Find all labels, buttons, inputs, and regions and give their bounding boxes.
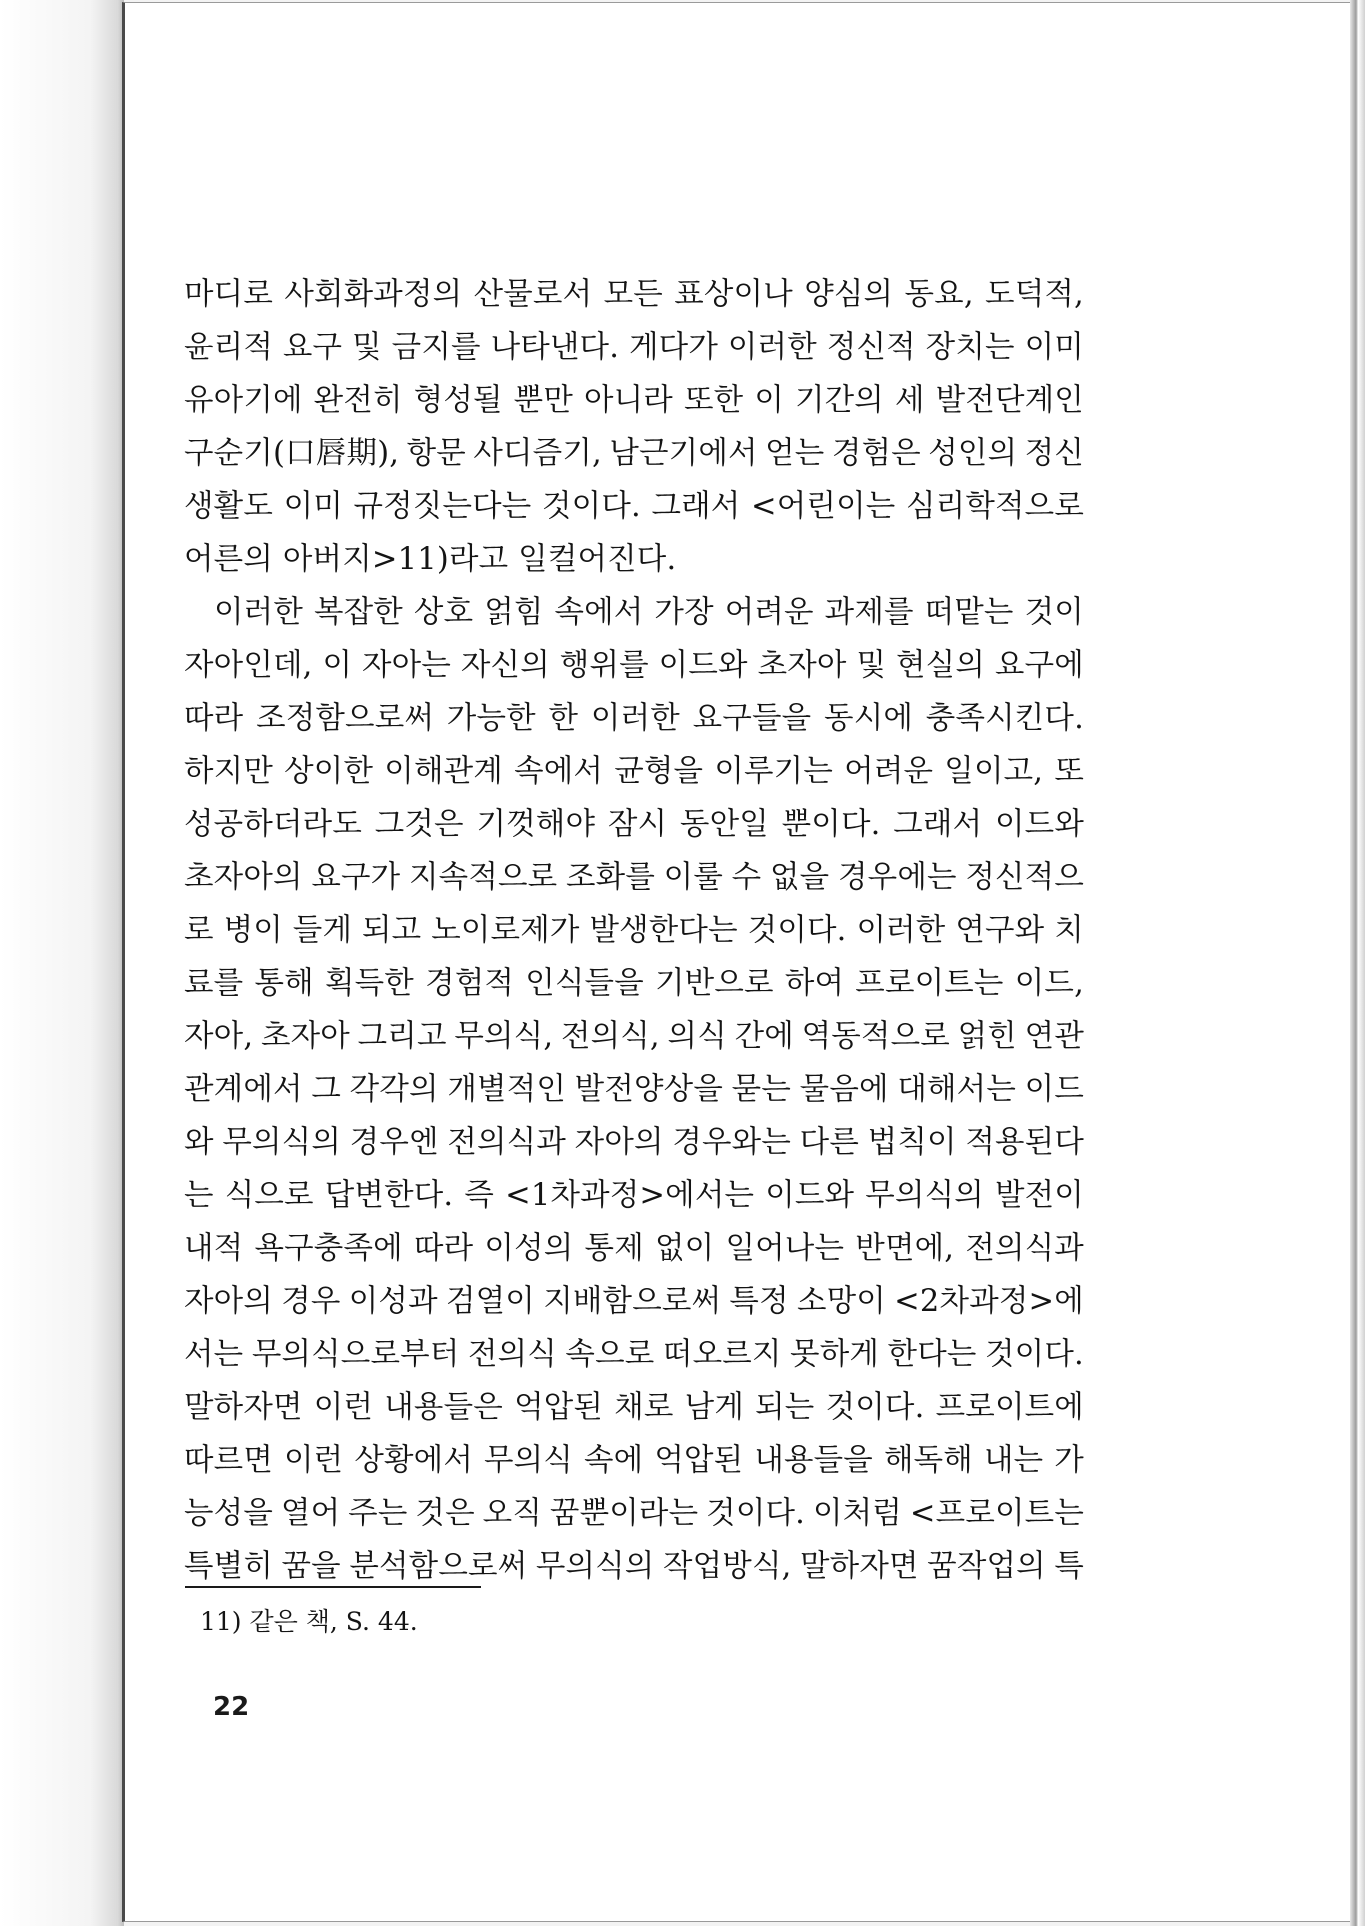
text-line: 생활도 이미 규정짓는다는 것이다. 그래서 <어린이는 심리학적으로 — [184, 489, 1084, 524]
text-line: 성공하더라도 그것은 기껏해야 잠시 동안일 뿐이다. 그래서 이드와 — [184, 807, 1084, 842]
footnote: 11) 같은 책, S. 44. — [200, 1607, 418, 1636]
text-line: 료를 통해 획득한 경험적 인식들을 기반으로 하여 프로이트는 이드, — [184, 966, 1084, 1001]
text-line: 능성을 열어 주는 것은 오직 꿈뿐이라는 것이다. 이처럼 <프로이트는 — [184, 1496, 1084, 1531]
text-line: 와 무의식의 경우엔 전의식과 자아의 경우와는 다른 법칙이 적용된다 — [184, 1125, 1084, 1160]
text-line: 서는 무의식으로부터 전의식 속으로 떠오르지 못하게 한다는 것이다. — [184, 1337, 1084, 1372]
text-line: 관계에서 그 각각의 개별적인 발전양상을 묻는 물음에 대해서는 이드 — [184, 1072, 1084, 1107]
text-line: 마디로 사회화과정의 산물로서 모든 표상이나 양심의 동요, 도덕적, — [184, 277, 1084, 312]
text-line: 초자아의 요구가 지속적으로 조화를 이룰 수 없을 경우에는 정신적으 — [184, 860, 1084, 895]
text-line: 는 식으로 답변한다. 즉 <1차과정>에서는 이드와 무의식의 발전이 — [184, 1178, 1084, 1213]
footnote-divider — [185, 1586, 481, 1588]
text-line: 자아의 경우 이성과 검열이 지배함으로써 특정 소망이 <2차과정>에 — [184, 1284, 1084, 1319]
text-line: 따라 조정함으로써 가능한 한 이러한 요구들을 동시에 충족시킨다. — [184, 701, 1084, 736]
page-shadow — [0, 0, 124, 1926]
body-text — [184, 268, 1084, 1593]
text-line: 윤리적 요구 및 금지를 나타낸다. 게다가 이러한 정신적 장치는 이미 — [184, 330, 1084, 365]
page-edge — [1350, 0, 1365, 1926]
page-number: 22 — [213, 1692, 250, 1722]
text-line: 로 병이 들게 되고 노이로제가 발생한다는 것이다. 이러한 연구와 치 — [184, 913, 1084, 948]
text-line: 구순기(口唇期), 항문 사디즘기, 남근기에서 얻는 경험은 성인의 정신 — [184, 436, 1084, 471]
text-line: 자아인데, 이 자아는 자신의 행위를 이드와 초자아 및 현실의 요구에 — [184, 648, 1084, 683]
text-line: 자아, 초자아 그리고 무의식, 전의식, 의식 간에 역동적으로 얽힌 연관 — [184, 1019, 1084, 1054]
text-line: 말하자면 이런 내용들은 억압된 채로 남게 되는 것이다. 프로이트에 — [184, 1390, 1084, 1425]
text-line: 따르면 이런 상황에서 무의식 속에 억압된 내용들을 해독해 내는 가 — [184, 1443, 1084, 1478]
text-line: 내적 욕구충족에 따라 이성의 통제 없이 일어나는 반면에, 전의식과 — [184, 1231, 1084, 1266]
text-line: 하지만 상이한 이해관계 속에서 균형을 이루기는 어려운 일이고, 또 — [184, 754, 1084, 789]
text-line: 특별히 꿈을 분석함으로써 무의식의 작업방식, 말하자면 꿈작업의 특 — [184, 1549, 1084, 1584]
text-line: 유아기에 완전히 형성될 뿐만 아니라 또한 이 기간의 세 발전단계인 — [184, 383, 1084, 418]
text-line: 어른의 아버지>11)라고 일컬어진다. — [184, 542, 677, 577]
text-line: 이러한 복잡한 상호 얽힘 속에서 가장 어려운 과제를 떠맡는 것이 — [214, 595, 1084, 630]
